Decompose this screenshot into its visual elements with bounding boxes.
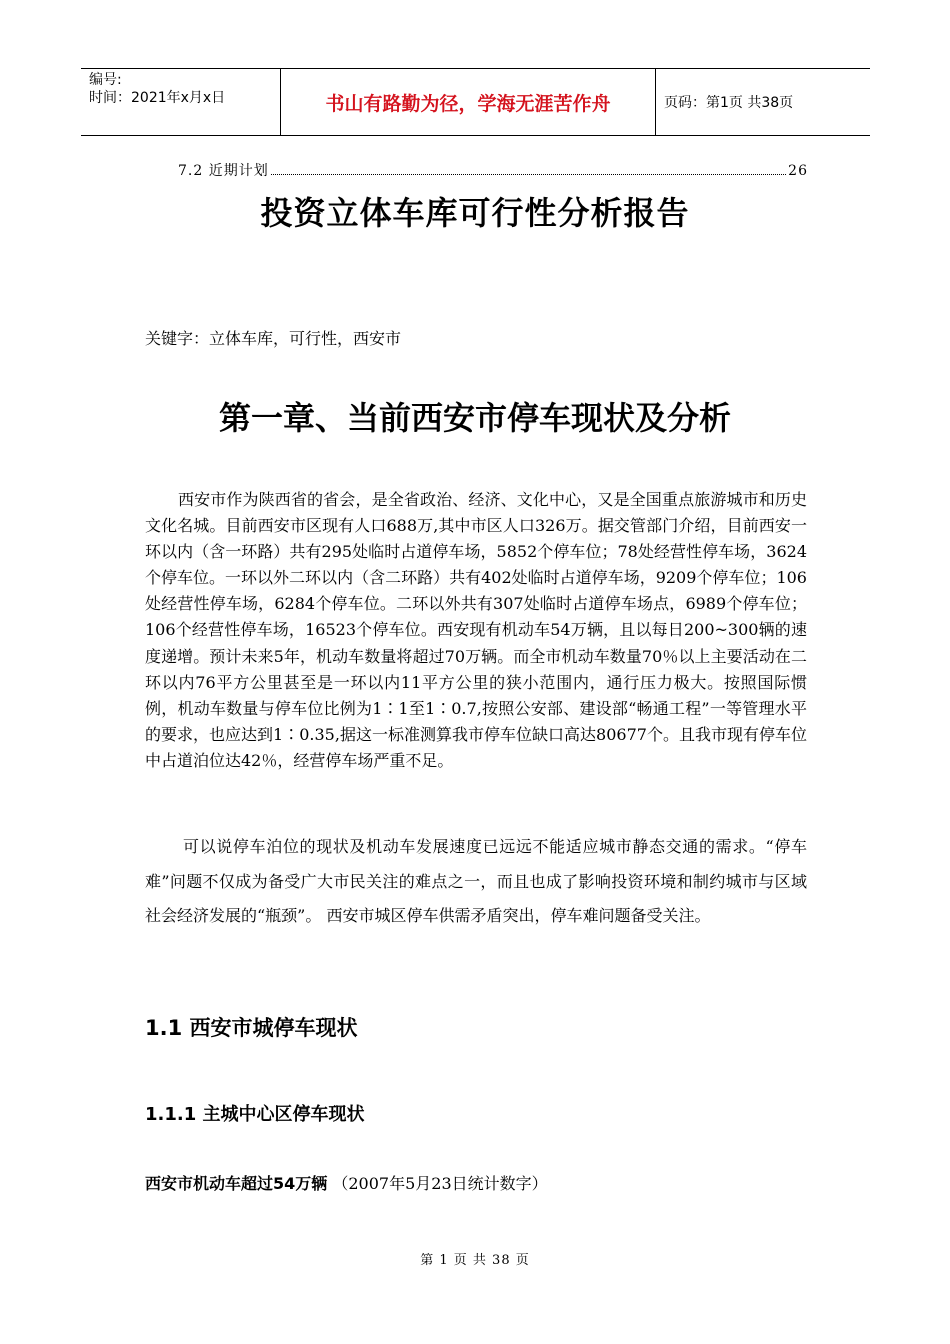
- document-title: 投资立体车库可行性分析报告: [260, 194, 690, 232]
- toc-entry[interactable]: [178, 160, 808, 180]
- toc-entry-label: 7.2 近期计划: [178, 163, 269, 179]
- page-footer: 第 1 页 共 38 页: [420, 1253, 530, 1268]
- toc-leader-dots: [271, 174, 786, 175]
- vehicle-stat-line: [145, 1171, 548, 1194]
- vehicle-stat-bold: 西安市机动车超过54万辆: [145, 1174, 328, 1193]
- vehicle-stat-note: （2007年5月23日统计数字）: [332, 1174, 548, 1193]
- toc-entry-page: 26: [788, 163, 808, 179]
- section-heading-1-1: 1.1 西安市城停车现状: [145, 1016, 358, 1040]
- chapter-title: 第一章、当前西安市停车现状及分析: [218, 399, 731, 437]
- body-paragraph-2: 可以说停车泊位的现状及机动车发展速度已远远不能适应城市静态交通的需求。“停车难”问题不仅成为备受广大市民关注的难点之一，而且也成了影响投资环境和制约城市与区域社会经济发展的“瓶颈”。 西安市城区停车供需矛盾突出，停车难问题备受关注。: [145, 837, 807, 925]
- header-page-info: 页码：第1页 共38页: [664, 95, 794, 111]
- body-paragraph-1: 西安市作为陕西省的省会，是全省政治、经济、文化中心，又是全国重点旅游城市和历史文化名城。目前西安市区现有人口688万,其中市区人口326万。据交管部门介绍，目前西安一环以内（含一环路）共有295处临时占道停车场，5852个停车位；78处经营性停车场，3624个停车位。一环以外二环以内（含二环路）共有402处临时占道停车场，9209个停车位；106处经营性停车场，6284个停车位。二环以外共有307处临时占道停车场点，6989个停车位；106个经营性停车场，16523个停车位。西安现有机动车54万辆，且以每日200~300辆的速度递增。预计未来5年，机动车数量将超过70万辆。而全市机动车数量70％以上主要活动在二环以内76平方公里甚至是一环以内11平方公里的狭小范围内，通行压力极大。按照国际惯例，机动车数量与停车位比例为1∶1至1∶0.7,按照公安部、建设部“畅通工程”一等管理水平的要求，也应达到1∶0.35,据这一标准测算我市停车位缺口高达80677个。且我市现有停车位中占道泊位达42％，经营停车场严重不足。: [145, 490, 807, 770]
- header-time-label: 时间：2021年x月x日: [89, 90, 226, 106]
- header-motto: 书山有路勤为径，学海无涯苦作舟: [281, 69, 656, 135]
- header-table: [81, 68, 870, 136]
- header-number-label: 编号:: [89, 72, 122, 88]
- header-meta: [81, 69, 281, 135]
- section-heading-1-1-1: 1.1.1 主城中心区停车现状: [145, 1104, 365, 1125]
- keywords-line: 关键字：立体车库，可行性，西安市: [145, 329, 402, 348]
